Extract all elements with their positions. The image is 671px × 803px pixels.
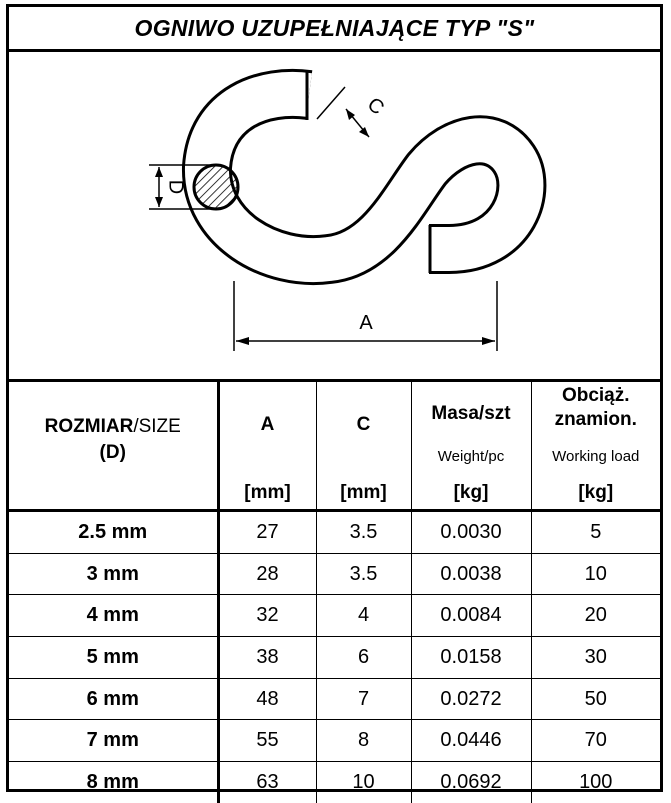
cell-size: 2.5 mm [9,511,218,554]
header-mass-en: Weight/pc [437,448,505,465]
spec-sheet [6,4,663,792]
page-title: OGNIWO UZUPEŁNIAJĄCE TYP "S" [9,7,660,52]
cell-c: 7 [316,678,411,720]
cell-a: 63 [218,762,316,803]
cell-a: 28 [218,553,316,595]
wire-section [194,165,238,209]
cell-c: 3.5 [316,511,411,554]
cell-size: 6 mm [9,678,218,720]
cell-mass: 0.0038 [411,553,531,595]
cell-mass: 0.0446 [411,720,531,762]
header-mass-unit: [kg] [453,482,489,503]
header-size-sub: /SIZE [133,416,181,437]
cell-load: 50 [531,678,660,720]
cell-c: 8 [316,720,411,762]
cell-load: 20 [531,595,660,637]
header-load-en: Working load [552,448,640,465]
header-load-line2: znamion. [554,409,637,430]
cell-load: 100 [531,762,660,803]
cell-mass: 0.0084 [411,595,531,637]
header-size-main: ROZMIAR [44,416,134,437]
header-c-unit: [mm] [340,482,387,503]
header-a-unit: [mm] [244,482,291,503]
cell-c: 6 [316,637,411,679]
table-header-row [9,380,660,511]
header-c [316,380,411,511]
cell-load: 70 [531,720,660,762]
header-mass-label: Masa/szt [431,403,511,424]
label-d: D [164,179,187,195]
cell-a: 32 [218,595,316,637]
dimension-c [317,87,369,137]
cell-a: 27 [218,511,316,554]
header-load [531,380,660,511]
table-row [9,595,660,637]
table-row [9,637,660,679]
cell-load: 5 [531,511,660,554]
header-c-label: C [356,414,371,435]
cell-mass: 0.0158 [411,637,531,679]
cell-a: 48 [218,678,316,720]
table-row [9,678,660,720]
cell-size: 3 mm [9,553,218,595]
s-hook-diagram [9,49,660,379]
table-row [9,553,660,595]
table-row [9,511,660,554]
header-load-unit: [kg] [578,482,614,503]
cell-a: 55 [218,720,316,762]
cell-c: 3.5 [316,553,411,595]
table-row [9,720,660,762]
s-hook-drawing [9,49,660,382]
cell-mass: 0.0272 [411,678,531,720]
cell-size: 5 mm [9,637,218,679]
header-load-line1: Obciąż. [561,385,630,406]
label-a: A [359,312,373,334]
cell-mass: 0.0030 [411,511,531,554]
header-size-d: (D) [99,442,126,463]
cell-load: 30 [531,637,660,679]
cell-c: 4 [316,595,411,637]
cell-size: 7 mm [9,720,218,762]
header-mass [411,380,531,511]
cell-a: 38 [218,637,316,679]
cell-size: 8 mm [9,762,218,803]
size-table [9,379,660,803]
cell-c: 10 [316,762,411,803]
cell-load: 10 [531,553,660,595]
header-a [218,380,316,511]
header-a-label: A [260,414,275,435]
s-hook-shape [207,71,521,273]
cell-mass: 0.0692 [411,762,531,803]
label-c: C [362,93,389,120]
cell-size: 4 mm [9,595,218,637]
header-size [9,380,218,511]
